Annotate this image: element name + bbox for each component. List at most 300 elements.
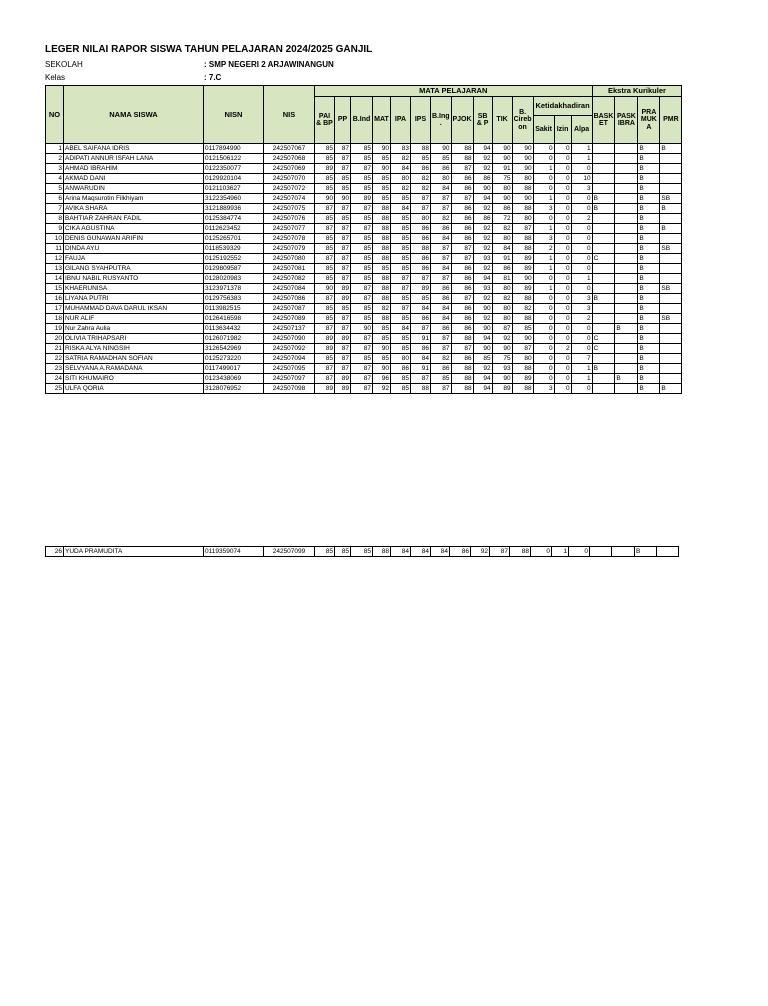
cell-nilai: 88 — [373, 547, 391, 557]
cell-ekstra: B — [615, 324, 638, 334]
cell-ekstra: B — [638, 244, 660, 254]
cell-nilai: 89 — [512, 284, 533, 294]
cell-nis: 242507075 — [264, 204, 315, 214]
cell-ekstra — [592, 274, 615, 284]
cell-nilai: 90 — [492, 374, 512, 384]
cell-absen: 7 — [571, 354, 592, 364]
cell-ekstra: B — [638, 334, 660, 344]
cell-nilai: 85 — [391, 214, 411, 224]
cell-absen: 0 — [533, 304, 554, 314]
cell-ekstra: B — [592, 194, 615, 204]
cell-absen: 0 — [533, 174, 554, 184]
cell-ekstra: B — [638, 304, 660, 314]
cell-ekstra: B — [638, 254, 660, 264]
cell-nilai: 87 — [451, 254, 473, 264]
cell-nilai: 87 — [411, 194, 431, 204]
cell-ekstra — [657, 547, 679, 557]
cell-ekstra — [615, 144, 638, 154]
cell-nilai: 86 — [411, 164, 431, 174]
cell-absen: 0 — [531, 547, 552, 557]
cell-nilai: 85 — [411, 154, 431, 164]
cell-nilai: 85 — [351, 547, 373, 557]
cell-ekstra: SB — [660, 284, 682, 294]
header-subject: B.Ind — [351, 97, 373, 144]
cell-absen: 0 — [571, 334, 592, 344]
cell-nama: ANWARUDIN — [64, 184, 204, 194]
cell-nilai: 80 — [512, 354, 533, 364]
table-row — [46, 204, 682, 214]
cell-ekstra — [615, 234, 638, 244]
cell-no: 5 — [46, 184, 64, 194]
cell-nama: FAUJA — [64, 254, 204, 264]
cell-nilai: 85 — [351, 154, 373, 164]
cell-nilai: 85 — [391, 344, 411, 354]
cell-nilai: 88 — [512, 364, 533, 374]
cell-nilai: 85 — [473, 354, 492, 364]
cell-nisn: 3128076952 — [204, 384, 264, 394]
cell-nilai: 85 — [335, 304, 351, 314]
cell-nilai: 87 — [492, 324, 512, 334]
cell-nilai: 90 — [351, 324, 373, 334]
cell-absen: 0 — [533, 294, 554, 304]
cell-nisn: 0123438069 — [204, 374, 264, 384]
school-value: : SMP NEGERI 2 ARJAWINANGUN — [204, 60, 334, 69]
cell-absen: 0 — [554, 194, 571, 204]
cell-nis: 242507086 — [264, 294, 315, 304]
cell-no: 2 — [46, 154, 64, 164]
cell-nilai: 87 — [431, 194, 452, 204]
cell-nilai: 86 — [451, 214, 473, 224]
cell-nis: 242507097 — [264, 374, 315, 384]
cell-ekstra — [592, 144, 615, 154]
cell-nama: AKMAD DANI — [64, 174, 204, 184]
cell-ekstra: B — [638, 174, 660, 184]
cell-absen: 0 — [554, 384, 571, 394]
cell-absen: 1 — [533, 254, 554, 264]
cell-nis: 242507095 — [264, 364, 315, 374]
cell-absen: 0 — [533, 314, 554, 324]
cell-nilai: 85 — [315, 214, 335, 224]
cell-ekstra: B — [638, 384, 660, 394]
cell-nilai: 87 — [431, 204, 452, 214]
cell-nilai: 86 — [411, 344, 431, 354]
cell-nama: DENIS GUNAWAN ARIFIN — [64, 234, 204, 244]
cell-nilai: 80 — [492, 234, 512, 244]
cell-ekstra: B — [638, 264, 660, 274]
cell-nilai: 75 — [492, 354, 512, 364]
cell-nis: 242507069 — [264, 164, 315, 174]
cell-nilai: 82 — [373, 304, 391, 314]
cell-nilai: 87 — [512, 344, 533, 354]
cell-ekstra: B — [660, 224, 682, 234]
cell-nis: 242507080 — [264, 254, 315, 264]
cell-nilai: 85 — [335, 547, 351, 557]
header-mata-pelajaran: MATA PELAJARAN — [315, 86, 593, 97]
cell-absen: 0 — [569, 547, 590, 557]
table-row — [46, 154, 682, 164]
cell-ekstra — [592, 374, 615, 384]
cell-nisn: 0121103627 — [204, 184, 264, 194]
cell-nilai: 84 — [431, 234, 452, 244]
cell-nilai: 80 — [512, 174, 533, 184]
cell-nilai: 85 — [431, 374, 452, 384]
table-row — [46, 254, 682, 264]
cell-absen: 2 — [571, 214, 592, 224]
cell-ekstra — [660, 264, 682, 274]
cell-nilai: 89 — [335, 384, 351, 394]
table-row — [46, 334, 682, 344]
cell-nilai: 85 — [315, 144, 335, 154]
cell-nilai: 87 — [335, 144, 351, 154]
cell-no: 6 — [46, 194, 64, 204]
cell-ekstra: B — [638, 194, 660, 204]
cell-nilai: 87 — [335, 234, 351, 244]
cell-nilai: 85 — [315, 314, 335, 324]
cell-nilai: 86 — [411, 264, 431, 274]
cell-nilai: 89 — [315, 164, 335, 174]
cell-nilai: 92 — [473, 294, 492, 304]
cell-nilai: 85 — [351, 144, 373, 154]
cell-absen: 0 — [533, 324, 554, 334]
cell-no: 22 — [46, 354, 64, 364]
cell-nilai: 85 — [351, 214, 373, 224]
cell-nama: YUDA PRAMUDITA — [64, 547, 204, 557]
cell-ekstra — [615, 244, 638, 254]
cell-nilai: 84 — [431, 547, 450, 557]
cell-nilai: 86 — [391, 364, 411, 374]
cell-nilai: 87 — [351, 374, 373, 384]
cell-nisn: 0126416598 — [204, 314, 264, 324]
cell-nilai: 94 — [473, 374, 492, 384]
cell-ekstra — [615, 274, 638, 284]
cell-absen: 0 — [571, 244, 592, 254]
cell-nilai: 85 — [373, 194, 391, 204]
cell-ekstra — [615, 264, 638, 274]
cell-nilai: 85 — [391, 194, 411, 204]
cell-absen: 0 — [554, 294, 571, 304]
cell-ekstra — [592, 384, 615, 394]
cell-nilai: 85 — [391, 224, 411, 234]
cell-ekstra — [592, 244, 615, 254]
table-row — [46, 344, 682, 354]
cell-nilai: 89 — [411, 284, 431, 294]
cell-nilai: 89 — [512, 254, 533, 264]
cell-ekstra — [592, 184, 615, 194]
cell-nilai: 88 — [373, 314, 391, 324]
cell-nilai: 90 — [431, 144, 452, 154]
cell-nilai: 80 — [492, 304, 512, 314]
cell-absen: 0 — [571, 254, 592, 264]
cell-absen: 1 — [571, 154, 592, 164]
cell-absen: 0 — [533, 154, 554, 164]
cell-no: 25 — [46, 384, 64, 394]
cell-nilai: 80 — [512, 214, 533, 224]
cell-nilai: 87 — [451, 294, 473, 304]
cell-nilai: 92 — [473, 234, 492, 244]
cell-no: 17 — [46, 304, 64, 314]
table-row — [46, 144, 682, 154]
cell-ekstra — [660, 184, 682, 194]
cell-nilai: 90 — [512, 274, 533, 284]
cell-nisn: 0129809587 — [204, 264, 264, 274]
cell-ekstra — [592, 164, 615, 174]
cell-absen: 0 — [554, 364, 571, 374]
cell-ekstra — [615, 174, 638, 184]
cell-nilai: 84 — [391, 164, 411, 174]
cell-no: 8 — [46, 214, 64, 224]
cell-nama: DINDA AYU — [64, 244, 204, 254]
cell-nilai: 88 — [512, 234, 533, 244]
cell-no: 4 — [46, 174, 64, 184]
cell-nilai: 90 — [512, 164, 533, 174]
table-row — [46, 384, 682, 394]
cell-ekstra: B — [638, 214, 660, 224]
cell-nilai: 87 — [351, 294, 373, 304]
cell-nisn: 0129756383 — [204, 294, 264, 304]
cell-nilai: 87 — [451, 194, 473, 204]
cell-nilai: 87 — [315, 364, 335, 374]
cell-nilai: 85 — [391, 264, 411, 274]
cell-ekstra: B — [638, 284, 660, 294]
cell-nilai: 84 — [431, 264, 452, 274]
cell-nilai: 85 — [391, 244, 411, 254]
cell-nilai: 85 — [335, 174, 351, 184]
cell-nilai: 86 — [411, 314, 431, 324]
cell-nilai: 86 — [411, 254, 431, 264]
cell-nilai: 86 — [451, 224, 473, 234]
cell-nilai: 80 — [391, 354, 411, 364]
cell-nilai: 85 — [373, 334, 391, 344]
cell-nilai: 92 — [373, 384, 391, 394]
cell-nilai: 82 — [391, 184, 411, 194]
cell-no: 21 — [46, 344, 64, 354]
header-subject: PAI & BP — [315, 97, 335, 144]
cell-nilai: 92 — [473, 204, 492, 214]
cell-nilai: 86 — [451, 284, 473, 294]
cell-absen: 0 — [533, 334, 554, 344]
cell-nilai: 87 — [315, 324, 335, 334]
cell-nisn: 0125384774 — [204, 214, 264, 224]
cell-absen: 0 — [554, 284, 571, 294]
cell-nilai: 87 — [335, 344, 351, 354]
cell-nilai: 89 — [335, 374, 351, 384]
cell-nilai: 87 — [431, 344, 452, 354]
cell-nilai: 91 — [492, 164, 512, 174]
cell-nilai: 87 — [335, 224, 351, 234]
cell-nilai: 87 — [315, 294, 335, 304]
cell-nilai: 87 — [512, 224, 533, 234]
cell-nilai: 90 — [492, 144, 512, 154]
cell-nilai: 80 — [492, 314, 512, 324]
cell-ekstra — [615, 284, 638, 294]
table-row — [46, 224, 682, 234]
cell-nilai: 83 — [391, 144, 411, 154]
cell-ekstra: B — [660, 384, 682, 394]
cell-nilai: 86 — [451, 184, 473, 194]
cell-nama: Nur Zahra Aulia — [64, 324, 204, 334]
header-ekstra: PMR — [660, 97, 682, 144]
cell-absen: 0 — [554, 164, 571, 174]
cell-no: 11 — [46, 244, 64, 254]
cell-absen: 0 — [571, 264, 592, 274]
cell-absen: 0 — [554, 264, 571, 274]
cell-absen: 1 — [533, 224, 554, 234]
cell-nilai: 72 — [492, 214, 512, 224]
cell-ekstra — [660, 374, 682, 384]
cell-ekstra: B — [638, 364, 660, 374]
cell-nilai: 87 — [335, 164, 351, 174]
cell-ekstra: B — [638, 344, 660, 354]
cell-nilai: 90 — [373, 144, 391, 154]
cell-nilai: 87 — [431, 274, 452, 284]
cell-absen: 10 — [571, 174, 592, 184]
cell-no: 23 — [46, 364, 64, 374]
cell-nis: 242507092 — [264, 344, 315, 354]
cell-nama: RISKA ALYA NINGSIH — [64, 344, 204, 354]
cell-nisn: 0118539329 — [204, 244, 264, 254]
cell-absen: 0 — [533, 274, 554, 284]
header-subject: PJOK — [451, 97, 473, 144]
cell-absen: 0 — [571, 224, 592, 234]
cell-absen: 3 — [533, 234, 554, 244]
header-subject: B.Ing . — [431, 97, 452, 144]
cell-ekstra — [615, 364, 638, 374]
cell-ekstra: B — [660, 204, 682, 214]
cell-nilai: 93 — [473, 254, 492, 264]
cell-nilai: 86 — [492, 204, 512, 214]
cell-nilai: 85 — [373, 354, 391, 364]
cell-ekstra: B — [638, 374, 660, 384]
cell-ekstra — [615, 334, 638, 344]
cell-nilai: 90 — [473, 324, 492, 334]
cell-nilai: 87 — [451, 244, 473, 254]
cell-nilai: 86 — [451, 234, 473, 244]
cell-nilai: 88 — [373, 214, 391, 224]
cell-absen: 3 — [533, 204, 554, 214]
cell-nilai: 92 — [473, 264, 492, 274]
header-subject: PP — [335, 97, 351, 144]
cell-ekstra: B — [638, 204, 660, 214]
cell-ekstra: SB — [660, 314, 682, 324]
cell-nilai: 85 — [351, 174, 373, 184]
cell-no: 24 — [46, 374, 64, 384]
cell-nilai: 87 — [335, 244, 351, 254]
cell-ekstra: C — [592, 254, 615, 264]
cell-nisn: 0117894990 — [204, 144, 264, 154]
header-no: NO — [46, 86, 64, 144]
cell-absen: 0 — [554, 314, 571, 324]
cell-ekstra — [660, 334, 682, 344]
cell-nilai: 80 — [431, 174, 452, 184]
cell-absen: 2 — [533, 244, 554, 254]
cell-no: 1 — [46, 144, 64, 154]
cell-nilai: 88 — [512, 184, 533, 194]
cell-absen: 0 — [533, 374, 554, 384]
cell-nilai: 92 — [473, 224, 492, 234]
cell-nilai: 80 — [492, 284, 512, 294]
cell-nilai: 88 — [451, 364, 473, 374]
cell-absen: 0 — [571, 344, 592, 354]
cell-nilai: 86 — [473, 174, 492, 184]
cell-nilai: 87 — [315, 224, 335, 234]
cell-nis: 242507137 — [264, 324, 315, 334]
cell-nilai: 85 — [351, 354, 373, 364]
cell-absen: 0 — [554, 214, 571, 224]
kelas-value: : 7.C — [204, 73, 222, 82]
cell-nilai: 80 — [391, 174, 411, 184]
cell-ekstra: B — [638, 274, 660, 284]
cell-ekstra — [660, 164, 682, 174]
cell-nama: OLIVIA TRIHAPSARI — [64, 334, 204, 344]
cell-nilai: 88 — [512, 314, 533, 324]
cell-ekstra — [592, 154, 615, 164]
cell-ekstra — [612, 547, 635, 557]
cell-nilai: 86 — [411, 224, 431, 234]
cell-nilai: 84 — [431, 184, 452, 194]
cell-absen: 1 — [571, 364, 592, 374]
table-row — [46, 304, 682, 314]
cell-nilai: 87 — [351, 204, 373, 214]
cell-nisn: 3126542969 — [204, 344, 264, 354]
cell-nilai: 89 — [335, 334, 351, 344]
cell-nisn: 0122350077 — [204, 164, 264, 174]
cell-absen: 0 — [554, 334, 571, 344]
cell-nama: Arina Maqsurotin Filkhiyam — [64, 194, 204, 204]
cell-nilai: 94 — [473, 334, 492, 344]
cell-ekstra — [615, 304, 638, 314]
cell-nilai: 87 — [351, 364, 373, 374]
cell-ekstra — [592, 324, 615, 334]
cell-nilai: 90 — [492, 344, 512, 354]
header-subject: TIK — [492, 97, 512, 144]
cell-nilai: 86 — [431, 324, 452, 334]
table-row — [46, 294, 682, 304]
cell-absen: 0 — [554, 304, 571, 314]
cell-nilai: 86 — [451, 304, 473, 314]
cell-nilai: 87 — [315, 204, 335, 214]
cell-nilai: 92 — [473, 154, 492, 164]
cell-nilai: 87 — [411, 204, 431, 214]
cell-nilai: 85 — [391, 314, 411, 324]
table-row — [46, 364, 682, 374]
cell-nisn: 0129920104 — [204, 174, 264, 184]
cell-absen: 1 — [533, 164, 554, 174]
cell-ekstra: B — [638, 314, 660, 324]
cell-nilai: 87 — [335, 354, 351, 364]
cell-ekstra — [592, 354, 615, 364]
header-subject: IPS — [411, 97, 431, 144]
cell-ekstra — [660, 304, 682, 314]
cell-nilai: 88 — [373, 254, 391, 264]
cell-nis: 242507077 — [264, 224, 315, 234]
cell-nilai: 85 — [315, 274, 335, 284]
cell-nilai: 81 — [492, 274, 512, 284]
grade-table — [45, 85, 682, 394]
cell-nilai: 89 — [351, 194, 373, 204]
cell-nilai: 82 — [492, 294, 512, 304]
cell-nilai: 85 — [315, 264, 335, 274]
cell-ekstra — [590, 547, 612, 557]
cell-nilai: 85 — [351, 184, 373, 194]
cell-nilai: 86 — [431, 284, 452, 294]
cell-absen: 0 — [571, 384, 592, 394]
cell-ekstra: C — [592, 344, 615, 354]
cell-no: 13 — [46, 264, 64, 274]
cell-nilai: 85 — [391, 384, 411, 394]
cell-absen: 0 — [554, 154, 571, 164]
cell-ekstra — [660, 254, 682, 264]
cell-nama: AHMAD IBRAHIM — [64, 164, 204, 174]
